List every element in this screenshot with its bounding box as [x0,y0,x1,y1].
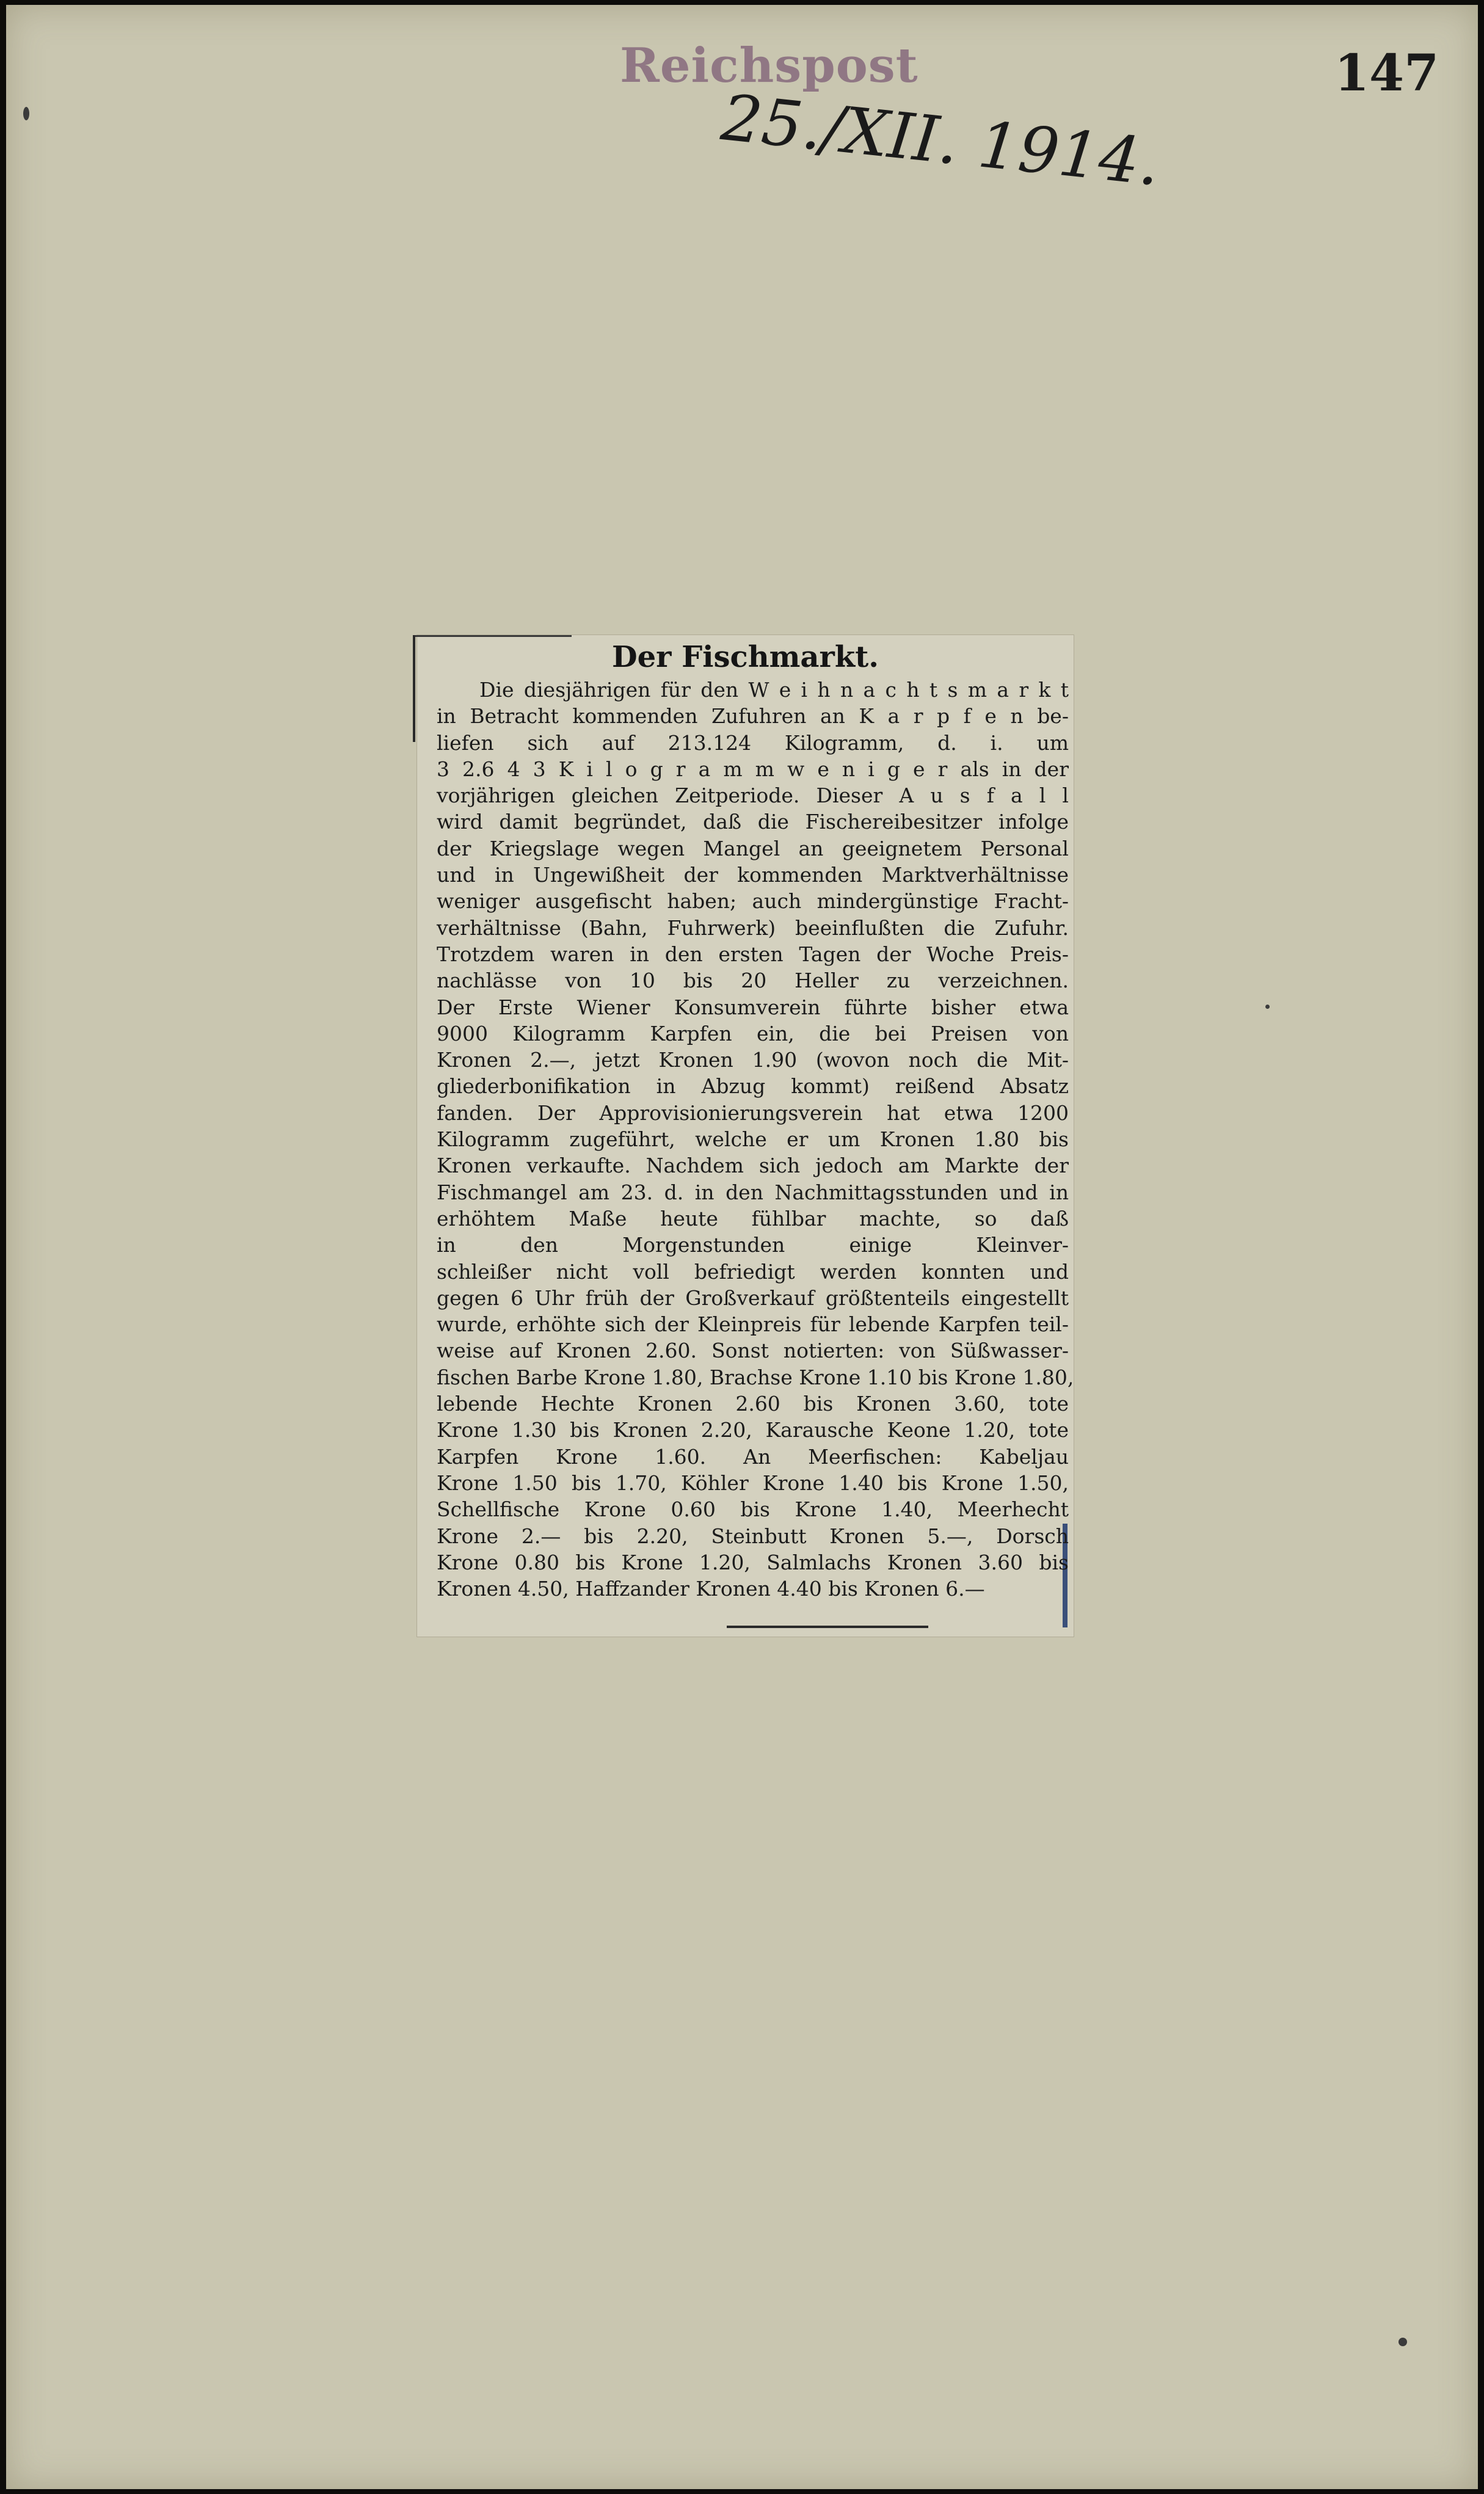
article-line: erhöhtem Maße heute fühlbar machte, so daß [437,1206,1069,1231]
article-line: wurde, erhöhte sich der Kleinpreis für lebende Karpfen teil- [437,1312,1069,1337]
article-line: Krone 1.50 bis 1.70, Köhler Krone 1.40 bis Krone 1.50, [437,1471,1069,1495]
article-line: Krone 1.30 bis Kronen 2.20, Karausche Keone 1.20, tote [437,1418,1069,1442]
article-line: Trotzdem waren in den ersten Tagen der Woche Preis- [437,942,1069,966]
article-line: 9000 Kilogramm Karpfen ein, die bei Preisen von [437,1021,1069,1045]
article-line: Kronen 4.50, Haffzander Kronen 4.40 bis Kronen 6.— [437,1577,985,1601]
article-line: Krone 0.80 bis Krone 1.20, Salmlachs Kronen 3.60 bis [437,1550,1069,1574]
article-line: Kronen 2.—, jetzt Kronen 1.90 (wovon noch die Mit- [437,1048,1069,1072]
article-line: in den Morgenstunden einige Kleinver- [437,1233,1069,1257]
article-line: Karpfen Krone 1.60. An Meerfischen: Kabeljau [437,1444,1069,1469]
article-line: fanden. Der Approvisionierungsverein hat etwa 1200 [437,1100,1069,1125]
article-body [437,677,1074,1602]
article-headline: Der Fischmarkt. [612,640,879,674]
clipping-left-rule [413,635,415,742]
article-line: gliederbonifikation in Abzug kommt) reißend Absatz [437,1074,1069,1099]
article-line: weniger ausgefischt haben; auch mindergünstige Fracht- [437,889,1069,914]
ink-spot [1399,2338,1407,2346]
article-line: Kilogramm zugeführt, welche er um Kronen 1.80 bis [437,1127,1069,1152]
newspaper-stamp: Reichspost [620,38,918,93]
handwritten-date-text: 25./XII. 1914. [718,80,1163,200]
article-line: der Kriegslage wegen Mangel an geeignetem Personal [437,836,1069,860]
article-line: fischen Barbe Krone 1.80, Brachse Krone 1.10 bis Krone 1.80, [437,1365,1074,1389]
article-line: vorjährigen gleichen Zeitperiode. Dieser A u s f a l l [437,783,1069,808]
article-line: gegen 6 Uhr früh der Großverkauf größtenteils eingestellt [437,1285,1069,1310]
ink-spot [23,107,29,120]
article-line: lebende Hechte Kronen 2.60 bis Kronen 3.60, tote [437,1392,1069,1416]
article-line: nachlässe von 10 bis 20 Heller zu verzeichnen. [437,969,1069,993]
article-line: Kronen verkaufte. Nachdem sich jedoch am Markte der [437,1154,1069,1178]
article-line: in Betracht kommenden Zufuhren an K a r p f e n be- [437,704,1069,729]
article-line: Fischmangel am 23. d. in den Nachmittagsstunden und in [437,1180,1069,1204]
article-line: 3 2.6 4 3 K i l o g r a m m w e n i g e r als in der [437,757,1069,781]
handwritten-date [718,80,1163,200]
article-line: Der Erste Wiener Konsumverein führte bisher etwa [437,995,1069,1019]
article-line: und in Ungewißheit der kommenden Marktverhältnisse [437,863,1069,887]
ink-spot [1265,1005,1270,1009]
article-line: liefen sich auf 213.124 Kilogramm, d. i. um [437,730,1069,755]
article-line: wird damit begründet, daß die Fischereibesitzer infolge [437,810,1069,834]
page-number: 147 [1334,44,1439,103]
article-line: schleißer nicht voll befriedigt werden konnten und [437,1259,1069,1284]
article-line: Krone 2.— bis 2.20, Steinbutt Kronen 5.—, Dorsch [437,1524,1069,1548]
article-line: Schellfische Krone 0.60 bis Krone 1.40, Meerhecht [437,1497,1069,1522]
clipping-top-rule [413,635,572,637]
article-line: verhältnisse (Bahn, Fuhrwerk) beeinflußten die Zufuhr. [437,915,1069,940]
article-line: weise auf Kronen 2.60. Sonst notierten: von Süßwasser- [437,1339,1069,1363]
clipping-end-rule [727,1626,928,1628]
article-line: Die diesjährigen für den W e i h n a c h t s m a r k t [479,678,1069,702]
